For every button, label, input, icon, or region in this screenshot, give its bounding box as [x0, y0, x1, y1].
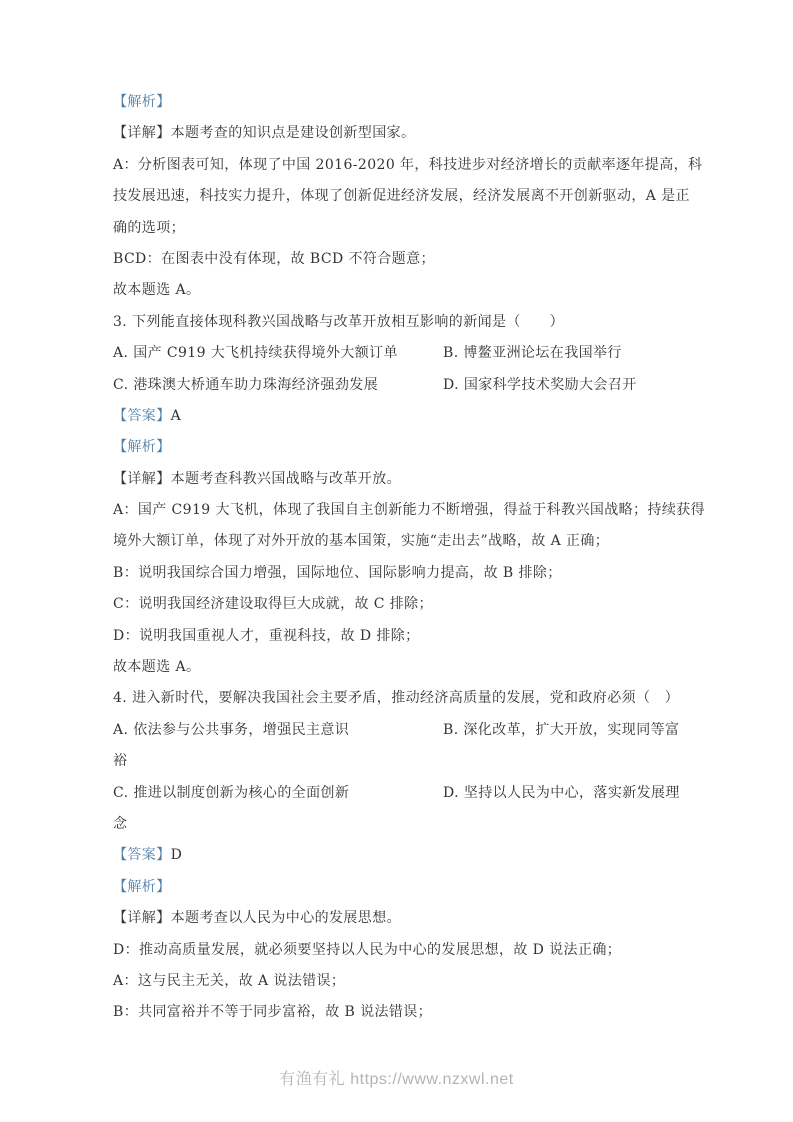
text-run: B：共同富裕并不等于同步富裕，故 B 说法错误； — [113, 1004, 433, 1021]
text-run: 故本题选 A。 — [113, 282, 201, 299]
question-stem-4 — [113, 683, 680, 714]
explanation-line — [113, 244, 680, 275]
text-run: 确的选项； — [113, 219, 185, 236]
conclusion-line — [113, 275, 680, 306]
option-wrap-line — [113, 746, 680, 777]
bracket-label: 【解析】 — [113, 439, 171, 456]
answer-line — [113, 840, 680, 871]
explanation-line — [113, 150, 703, 181]
text-run: BCD：在图表中没有体现，故 BCD 不符合题意； — [113, 250, 435, 267]
question-4-options-ab — [113, 715, 680, 746]
text-run: A — [170, 407, 182, 424]
option-left: A. 依法参与公共事务，增强民主意识 — [113, 721, 350, 738]
explanation-line — [113, 966, 680, 997]
page-footer-watermark: 有渔有礼 https://www.nzxwl.net — [279, 1071, 514, 1088]
explanation-line — [113, 935, 680, 966]
bracket-label: 【解析】 — [113, 878, 171, 895]
analysis-label — [113, 87, 680, 118]
question-stem-3 — [113, 307, 680, 338]
bracket-label: 【答案】 — [113, 407, 171, 424]
conclusion-line — [113, 652, 680, 683]
question-4-options-cd — [113, 778, 680, 809]
option-right: D. 国家科学技术奖励大会召开 — [443, 376, 637, 393]
answer-line — [113, 401, 680, 432]
text-run: D：说明我国重视人才，重视科技，故 D 排除； — [113, 627, 420, 644]
explanation-line — [113, 181, 690, 212]
detail-explanation — [113, 464, 680, 495]
explanation-line — [113, 495, 706, 526]
question-3-options-cd — [113, 370, 680, 401]
text-run: 【详解】本题考查科教兴国战略与改革开放。 — [113, 470, 401, 487]
text-run: D：推动高质量发展，就必须要坚持以人民为中心的发展思想，故 D 说法正确； — [113, 941, 622, 958]
explanation-line — [113, 526, 680, 557]
option-right: B. 深化改革，扩大开放，实现同等富 — [443, 721, 680, 738]
analysis-label — [113, 432, 680, 463]
explanation-line — [113, 589, 680, 620]
text-run: 【详解】本题考查的知识点是建设创新型国家。 — [113, 125, 416, 142]
text-run: 故本题选 A。 — [113, 659, 201, 676]
option-left: A. 国产 C919 大飞机持续获得境外大额订单 — [113, 345, 398, 362]
text-run: 技发展迅速，科技实力提升，体现了创新促进经济发展，经济发展离不开创新驱动，A 是正 — [113, 188, 690, 205]
text-run: A：分析图表可知，体现了中国 2016-2020 年，科技进步对经济增长的贡献率逐年提高，科 — [113, 156, 703, 173]
text-run: 4. 进入新时代，要解决我国社会主要矛盾，推动经济高质量的发展，党和政府必须（ ） — [113, 690, 680, 707]
detail-explanation — [113, 118, 680, 149]
text-run: 【详解】本题考查以人民为中心的发展思想。 — [113, 910, 401, 927]
text-run: 裕 — [113, 753, 128, 770]
text-run: D — [170, 847, 183, 864]
explanation-line — [113, 213, 680, 244]
analysis-label — [113, 872, 680, 903]
explanation-line — [113, 997, 680, 1028]
option-left: C. 推进以制度创新为核心的全面创新 — [113, 784, 350, 801]
explanation-line — [113, 621, 680, 652]
text-run: C：说明我国经济建设取得巨大成就，故 C 排除； — [113, 596, 433, 613]
option-right: B. 博鳌亚洲论坛在我国举行 — [443, 345, 622, 362]
bracket-label: 【解析】 — [113, 94, 171, 110]
question-3-options-ab — [113, 338, 680, 369]
option-left: C. 港珠澳大桥通车助力珠海经济强劲发展 — [113, 376, 379, 393]
option-wrap-line — [113, 809, 680, 840]
text-run: 境外大额订单，体现了对外开放的基本国策，实施“走出去”战略，故 A 正确； — [113, 533, 610, 550]
bracket-label: 【答案】 — [113, 847, 171, 864]
document-content — [113, 87, 706, 1029]
text-run: B：说明我国综合国力增强，国际地位、国际影响力提高，故 B 排除； — [113, 564, 562, 581]
text-run: A：国产 C919 大飞机，体现了我国自主创新能力不断增强，得益于科教兴国战略；持续获得 — [113, 502, 706, 519]
explanation-line — [113, 558, 680, 589]
text-run: 念 — [113, 815, 128, 832]
option-right: D. 坚持以人民为中心，落实新发展理 — [443, 784, 680, 801]
text-run: A：这与民主无关，故 A 说法错误； — [113, 972, 346, 989]
detail-explanation — [113, 903, 680, 934]
text-run: 3. 下列能直接体现科教兴国战略与改革开放相互影响的新闻是（ ） — [113, 313, 565, 330]
